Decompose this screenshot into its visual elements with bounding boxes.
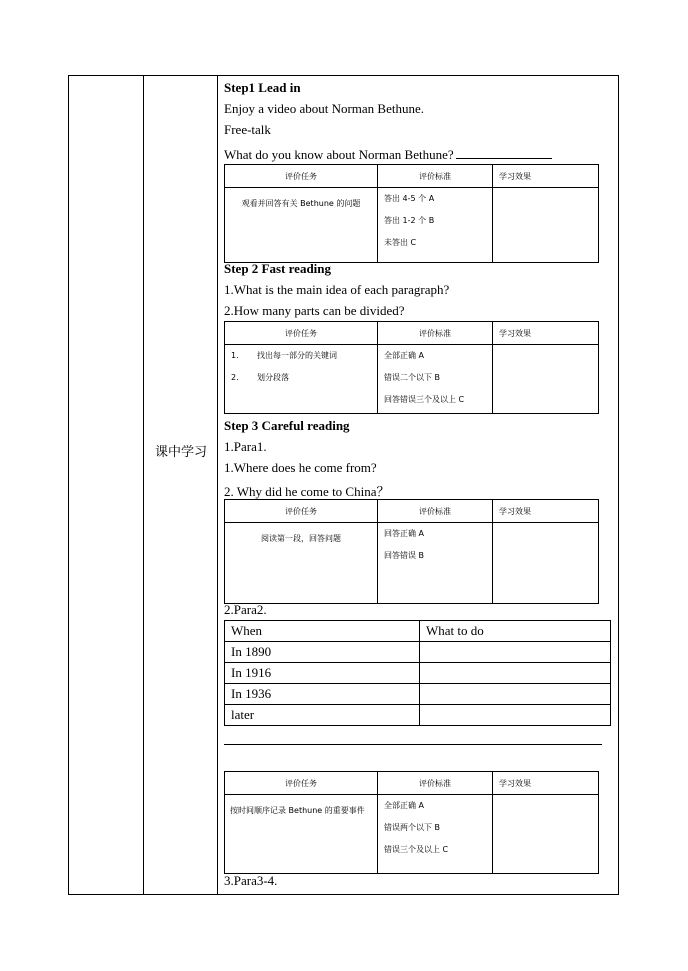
eval-header-effect: 学习效果 bbox=[493, 322, 599, 345]
para2-header-when: When bbox=[225, 621, 420, 642]
eval-criteria bbox=[378, 795, 493, 874]
eval-criteria bbox=[378, 188, 493, 263]
criteria-item: 答出 1-2 个 B bbox=[384, 216, 435, 225]
eval-header-effect: 学习效果 bbox=[493, 165, 599, 188]
eval-header-criteria: 评价标准 bbox=[378, 500, 493, 523]
lesson-table bbox=[68, 75, 619, 895]
step2-line-1: 1.What is the main idea of each paragraph? bbox=[224, 282, 450, 297]
eval-header-criteria: 评价标准 bbox=[378, 165, 493, 188]
eval-header-task: 评价任务 bbox=[225, 322, 378, 345]
para2-what-cell bbox=[420, 663, 611, 684]
eval-effect bbox=[493, 345, 599, 414]
step1-eval-table bbox=[224, 164, 599, 263]
section-label: 课中学习 bbox=[154, 445, 207, 460]
eval-criteria bbox=[378, 523, 493, 604]
eval-header-criteria: 评价标准 bbox=[378, 772, 493, 795]
para2-what-cell bbox=[420, 642, 611, 663]
criteria-item: 全部正确 A bbox=[384, 801, 425, 810]
step3-eval-table-2 bbox=[224, 771, 599, 874]
para2-table bbox=[224, 620, 611, 726]
eval-task: 阅读第一段，回答问题 bbox=[225, 523, 378, 604]
answer-blank bbox=[456, 146, 552, 159]
eval-task: 按时间顺序记录 Bethune 的重要事件 bbox=[225, 795, 378, 874]
step3-title: Step 3 Careful reading bbox=[224, 418, 350, 433]
step2-eval-table bbox=[224, 321, 599, 414]
eval-header-task: 评价任务 bbox=[225, 165, 378, 188]
criteria-item: 错误三个及以上 C bbox=[384, 845, 449, 854]
para2-header-what: What to do bbox=[420, 621, 611, 642]
eval-header-task: 评价任务 bbox=[225, 772, 378, 795]
step3-eval-table-1 bbox=[224, 499, 599, 604]
para2-when-cell: later bbox=[225, 705, 420, 726]
eval-task: 观看并回答有关 Bethune 的问题 bbox=[225, 188, 378, 263]
para2-what-cell bbox=[420, 705, 611, 726]
step1-question: What do you know about Norman Bethune? bbox=[224, 147, 454, 162]
para2-when-cell: In 1890 bbox=[225, 642, 420, 663]
table-row bbox=[225, 684, 611, 705]
criteria-item: 错误两个以下 B bbox=[384, 823, 441, 832]
step2-line-2: 2.How many parts can be divided? bbox=[224, 303, 405, 318]
criteria-item: 错误二个以下 B bbox=[384, 373, 441, 382]
step3-line-2: 1.Where does he come from? bbox=[224, 460, 377, 475]
para2-when-cell: In 1936 bbox=[225, 684, 420, 705]
eval-effect bbox=[493, 795, 599, 874]
eval-effect bbox=[493, 188, 599, 263]
eval-header-effect: 学习效果 bbox=[493, 772, 599, 795]
step3-line-1: 1.Para1. bbox=[224, 439, 267, 454]
eval-criteria bbox=[378, 345, 493, 414]
criteria-item: 答出 4-5 个 A bbox=[384, 194, 435, 203]
criteria-item: 全部正确 A bbox=[384, 351, 425, 360]
table-row bbox=[225, 705, 611, 726]
eval-header-effect: 学习效果 bbox=[493, 500, 599, 523]
task-item: 1. 找出每一部分的关键词 bbox=[231, 351, 337, 360]
eval-header-criteria: 评价标准 bbox=[378, 322, 493, 345]
eval-header-task: 评价任务 bbox=[225, 500, 378, 523]
para34-label: 3.Para3-4. bbox=[224, 873, 278, 888]
column-divider-2 bbox=[217, 76, 218, 894]
criteria-item: 回答错误 B bbox=[384, 551, 425, 560]
para2-what-cell bbox=[420, 684, 611, 705]
task-item: 2. 划分段落 bbox=[231, 373, 289, 382]
step2-title: Step 2 Fast reading bbox=[224, 261, 332, 276]
step1-line-3 bbox=[224, 146, 552, 163]
step1-line-1: Enjoy a video about Norman Bethune. bbox=[224, 101, 425, 116]
eval-task-list bbox=[225, 345, 378, 414]
step3-line-3: 2. Why did he come to China？ bbox=[224, 484, 390, 499]
criteria-item: 未答出 C bbox=[384, 238, 417, 247]
step1-title: Step1 Lead in bbox=[224, 80, 301, 95]
column-divider-1 bbox=[143, 76, 144, 894]
para2-when-cell: In 1916 bbox=[225, 663, 420, 684]
table-row bbox=[225, 663, 611, 684]
step1-line-2: Free-talk bbox=[224, 122, 271, 137]
answer-rule bbox=[224, 744, 602, 745]
criteria-item: 回答错误三个及以上 C bbox=[384, 395, 465, 404]
criteria-item: 回答正确 A bbox=[384, 529, 425, 538]
table-row bbox=[225, 642, 611, 663]
para2-label: 2.Para2. bbox=[224, 602, 267, 617]
eval-effect bbox=[493, 523, 599, 604]
